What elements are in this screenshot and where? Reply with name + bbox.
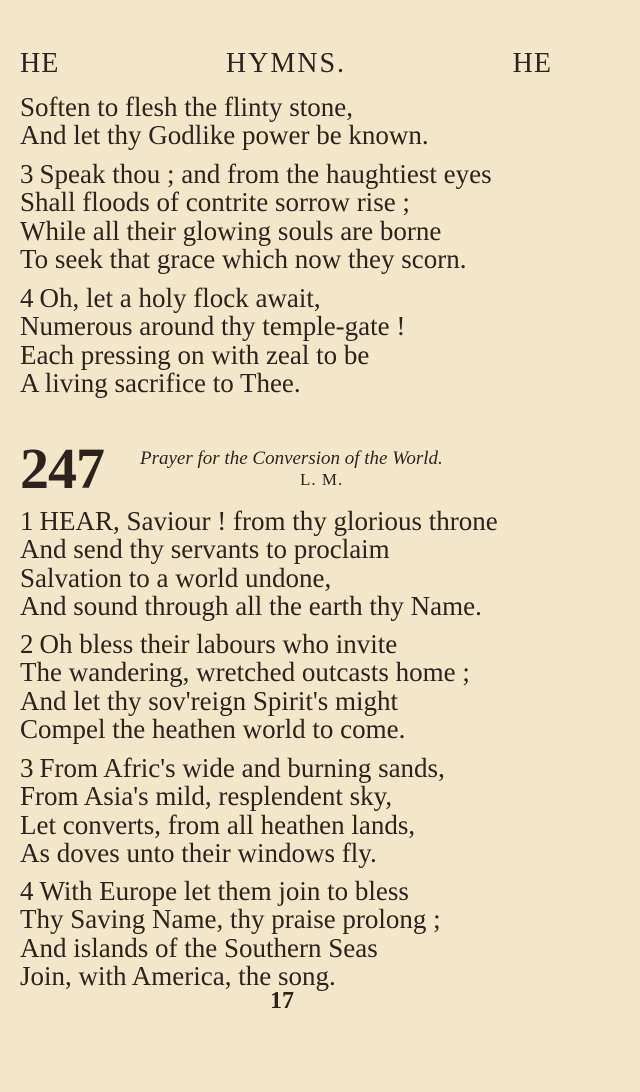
hymn-stanza-3 [20, 754, 554, 868]
stanza-number: 3 [20, 159, 34, 189]
verse-line: And sound through all the earth thy Name. [20, 591, 482, 622]
verse-line: Oh bless their labours who invite [39, 629, 398, 659]
hymn-number: 247 [20, 436, 104, 501]
verse-line: A living sacrifice to Thee. [20, 368, 301, 399]
verse-line: Numerous around thy temple-gate ! [20, 311, 406, 342]
verse-line: With Europe let them join to bless [39, 876, 409, 906]
running-head-left: HE [20, 48, 60, 79]
verse-line: Salvation to a world undone, [20, 562, 332, 593]
verse-line: From Asia's mild, resplendent sky, [20, 781, 393, 812]
verse-line: From Afric's wide and burning sands, [39, 753, 445, 783]
verse-line: The wandering, wretched outcasts home ; [20, 657, 470, 688]
hymn-heading [20, 436, 540, 501]
hymn-meter: L. M. [300, 470, 344, 489]
verse-line: And send thy servants to proclaim [20, 534, 390, 565]
verse-line: Compel the heathen world to come. [20, 714, 406, 745]
hymn-stanza-4 [20, 877, 554, 991]
stanza-number: 3 [20, 753, 34, 783]
verse-line: While all their glowing souls are borne [20, 215, 442, 246]
verse-line: And islands of the Southern Seas [20, 932, 378, 963]
hymn-stanza-2 [20, 630, 554, 744]
hymn-title: Prayer for the Conversion of the World. [140, 448, 443, 469]
running-head-right: HE [512, 48, 552, 79]
verse-line: Soften to flesh the flinty stone, [20, 92, 353, 122]
verse-line: To seek that grace which now they scorn. [20, 244, 467, 275]
stanza-number: 4 [20, 283, 34, 313]
verse-line: Thy Saving Name, thy praise prolong ; [20, 904, 441, 935]
continued-stanza-3 [20, 160, 554, 274]
verse-line: As doves unto their windows fly. [20, 838, 377, 869]
verse-line: Let converts, from all heathen lands, [20, 809, 416, 840]
verse-line: Oh, let a holy flock await, [39, 283, 321, 313]
verse-line: Each pressing on with zeal to be [20, 339, 370, 370]
running-head [20, 48, 552, 80]
verse-line: And let thy sov'reign Spirit's might [20, 685, 398, 716]
verse-line: Shall floods of contrite sorrow rise ; [20, 187, 410, 218]
continued-stanza-4 [20, 284, 554, 398]
stanza-number: 4 [20, 876, 34, 906]
hymn-stanza-1 [20, 507, 554, 621]
stanza-number: 1 [20, 506, 34, 536]
verse-line: Speak thou ; and from the haughtiest eyes [39, 159, 492, 189]
continued-stanza-2-end [20, 93, 554, 150]
verse-line: HEAR, Saviour ! from thy glorious throne [39, 506, 498, 536]
running-head-title: HYMNS. [225, 48, 347, 79]
stanza-number: 2 [20, 629, 34, 659]
page-number: 17 [270, 988, 294, 1014]
verse-line: And let thy Godlike power be known. [20, 120, 429, 151]
verse-line: Join, with America, the song. [20, 961, 336, 992]
